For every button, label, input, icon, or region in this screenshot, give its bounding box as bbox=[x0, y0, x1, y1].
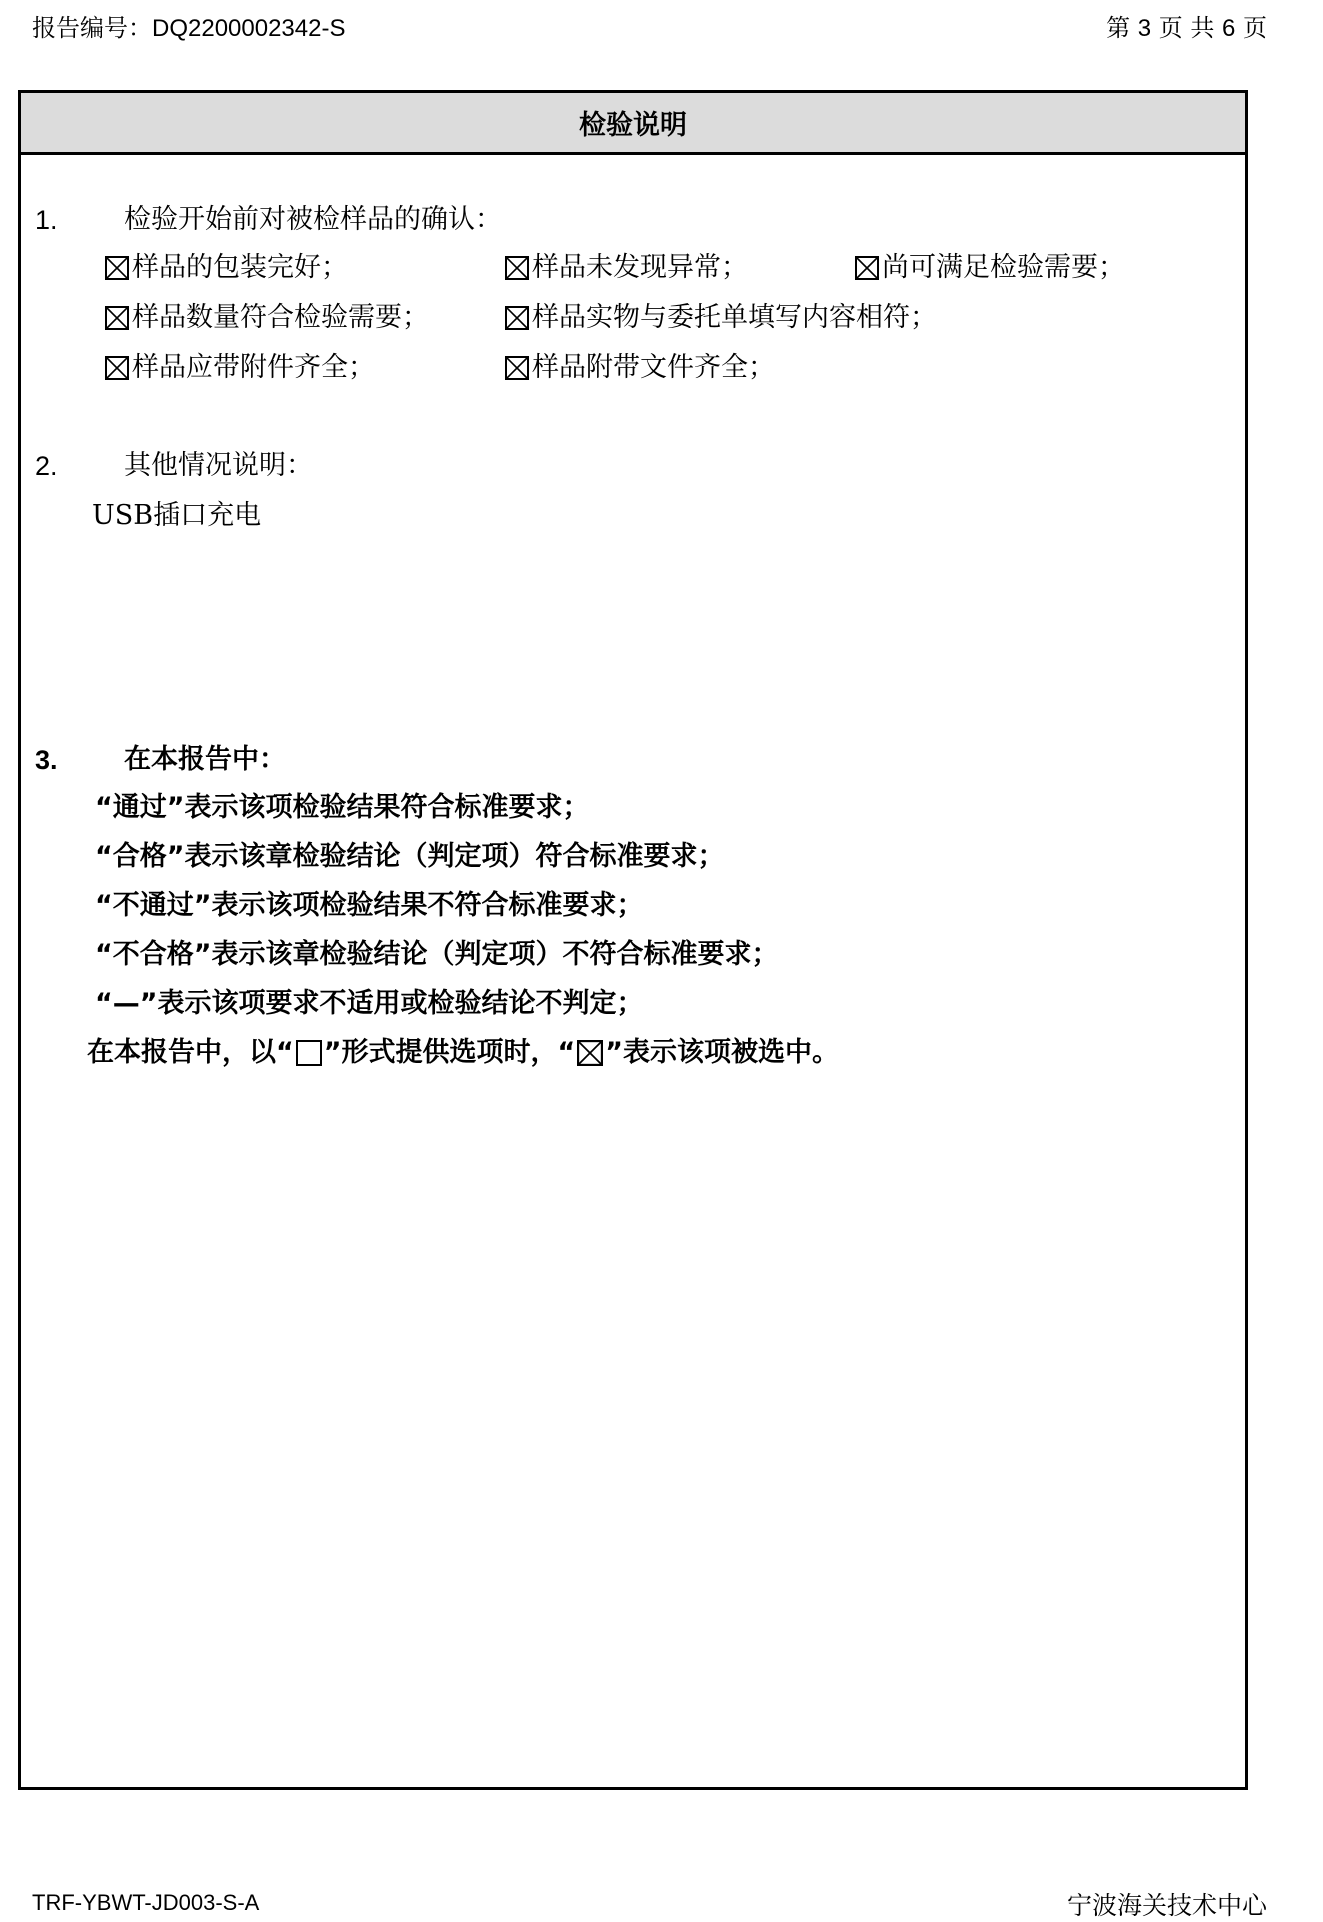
checkbox-explanation-part2: ”形式提供选项时，“ bbox=[323, 1037, 576, 1068]
check-item-label: 样品的包装完好； bbox=[132, 252, 348, 283]
page-prefix: 第 bbox=[1106, 14, 1131, 42]
checked-box-icon bbox=[505, 356, 529, 380]
check-item-label: 样品未发现异常； bbox=[532, 252, 748, 283]
checked-box-icon bbox=[855, 256, 879, 280]
check-item-label: 样品实物与委托单填写内容相符； bbox=[532, 302, 937, 333]
section2-heading: 其他情况说明： bbox=[124, 450, 313, 481]
check-item-matches-order bbox=[505, 301, 937, 335]
check-item-accessories bbox=[105, 351, 375, 385]
checked-box-icon bbox=[505, 256, 529, 280]
page-mid: 页 共 bbox=[1158, 14, 1215, 42]
report-number-value: DQ2200002342-S bbox=[152, 15, 346, 42]
check-item-documents bbox=[505, 351, 775, 385]
check-item-no-abnormal bbox=[505, 251, 748, 285]
definition-qualified: “合格”表示该章检验结论（判定项）符合标准要求； bbox=[95, 841, 725, 872]
definition-pass: “通过”表示该项检验结果符合标准要求； bbox=[95, 792, 590, 823]
checked-box-icon bbox=[505, 306, 529, 330]
page-current: 3 bbox=[1137, 15, 1152, 42]
section2-number: 2. bbox=[35, 451, 58, 481]
section1-heading: 检验开始前对被检样品的确认： bbox=[124, 204, 502, 235]
checkbox-explanation-part1: 在本报告中，以“ bbox=[87, 1037, 294, 1068]
section3-number: 3. bbox=[35, 745, 58, 775]
section3-heading: 在本报告中： bbox=[124, 744, 286, 775]
checked-box-icon bbox=[105, 306, 129, 330]
definition-not-applicable: “—”表示该项要求不适用或检验结论不判定； bbox=[95, 988, 644, 1019]
check-item-label: 样品应带附件齐全； bbox=[132, 352, 375, 383]
report-number bbox=[32, 8, 345, 43]
section2-content: USB插口充电 bbox=[92, 500, 262, 531]
form-code: TRF-YBWT-JD003-S-A bbox=[32, 1890, 260, 1915]
empty-box-icon bbox=[296, 1040, 322, 1066]
page-title: 检验说明 bbox=[21, 93, 1245, 155]
checked-box-icon bbox=[105, 356, 129, 380]
page-total: 6 bbox=[1222, 15, 1236, 42]
organization-name: 宁波海关技术中心 bbox=[1066, 1891, 1267, 1920]
checkbox-explanation bbox=[87, 1036, 839, 1070]
section1-number: 1. bbox=[35, 205, 58, 235]
check-item-label: 样品数量符合检验需要； bbox=[132, 302, 429, 333]
definition-fail: “不通过”表示该项检验结果不符合标准要求； bbox=[95, 890, 644, 921]
checked-box-icon bbox=[577, 1040, 603, 1066]
definition-unqualified: “不合格”表示该章检验结论（判定项）不符合标准要求； bbox=[95, 939, 779, 970]
report-number-label: 报告编号： bbox=[32, 14, 152, 42]
page-indicator bbox=[1106, 8, 1267, 43]
check-item-label: 样品附带文件齐全； bbox=[532, 352, 775, 383]
checkbox-explanation-part3: ”表示该项被选中。 bbox=[605, 1037, 839, 1068]
check-item-quantity bbox=[105, 301, 429, 335]
check-item-label: 尚可满足检验需要； bbox=[882, 252, 1125, 283]
page-suffix: 页 bbox=[1243, 14, 1267, 42]
check-item-meets-need bbox=[855, 251, 1125, 285]
inspection-frame bbox=[18, 90, 1248, 1790]
checked-box-icon bbox=[105, 256, 129, 280]
check-item-packaging bbox=[105, 251, 348, 285]
